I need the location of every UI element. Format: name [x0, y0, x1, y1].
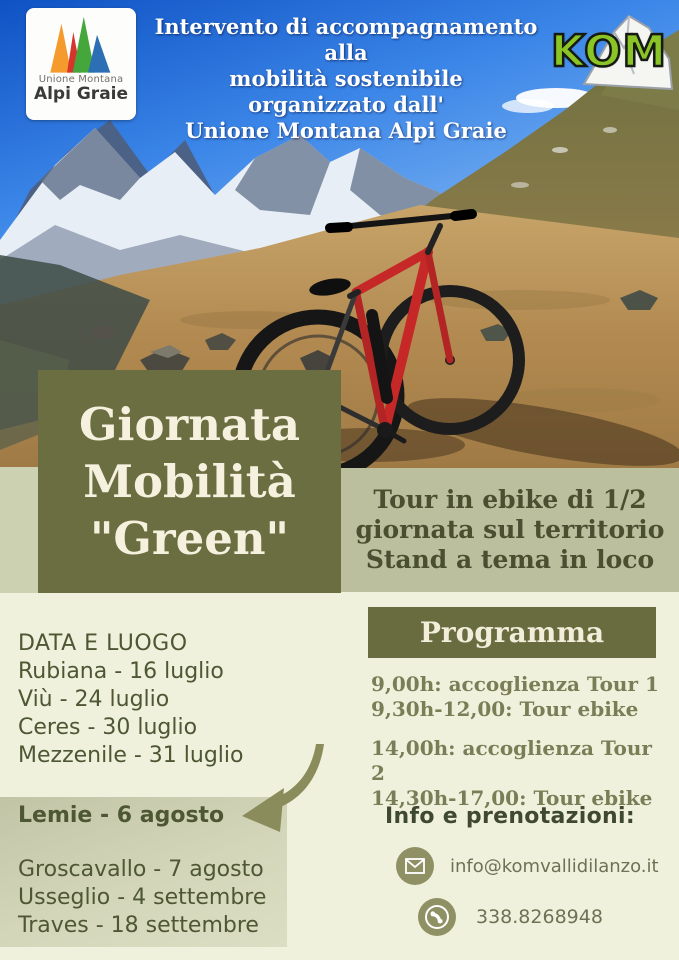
date-item: Mezzenile - 31 luglio — [18, 743, 244, 768]
program-heading: Programma — [419, 616, 605, 649]
event-title-line: Giornata — [78, 398, 301, 451]
email-icon — [396, 847, 434, 885]
kom-logo-text: KOM — [550, 26, 668, 77]
curved-arrow-icon — [238, 740, 338, 832]
date-item: Viù - 24 luglio — [18, 687, 170, 712]
program-schedule — [371, 672, 671, 811]
program-line: 9,00h: accoglienza Tour 1 — [371, 672, 659, 696]
event-subtitle-band — [341, 468, 679, 592]
date-item: Usseglio - 4 settembre — [18, 885, 267, 910]
event-subtitle-line: Tour in ebike di 1/2 — [373, 485, 647, 514]
kom-logo — [546, 12, 672, 100]
program-line: 14,00h: accoglienza Tour 2 — [371, 736, 652, 785]
contact-phone-row — [418, 898, 603, 936]
header-title — [140, 14, 552, 144]
sage-strip — [0, 467, 38, 593]
date-item: Traves - 18 settembre — [18, 913, 259, 938]
header-title-line: Unione Montana Alpi Graie — [185, 118, 507, 143]
date-item: Ceres - 30 luglio — [18, 715, 198, 740]
event-title-line: Mobilità — [83, 455, 296, 508]
header-title-line: mobilità sostenibile — [229, 66, 463, 91]
contact-heading: Info e prenotazioni: — [385, 804, 635, 829]
date-item: Rubiana - 16 luglio — [18, 659, 224, 684]
logo-text-line2: Alpi Graie — [33, 84, 129, 104]
date-item: Groscavallo - 7 agosto — [18, 857, 264, 882]
program-afternoon — [371, 736, 671, 811]
program-line: 9,30h-12,00: Tour ebike — [371, 697, 639, 721]
program-morning — [371, 672, 671, 722]
header-title-line: Intervento di accompagnamento alla — [154, 14, 538, 65]
program-heading-box — [368, 607, 656, 658]
header-title-line: organizzato dall' — [248, 92, 444, 117]
upcoming-dates — [18, 856, 287, 940]
contact-email: info@komvallidilanzo.it — [450, 855, 659, 877]
phone-icon — [418, 898, 456, 936]
event-title-line: "Green" — [89, 512, 289, 565]
event-subtitle-line: giornata sul territorio — [355, 515, 665, 544]
mountains-logo-icon — [45, 14, 117, 74]
event-title-box — [38, 370, 341, 593]
logo-text-line1: Unione Montana — [38, 74, 124, 85]
contact-email-row — [396, 847, 659, 885]
dates-heading: DATA E LUOGO — [18, 631, 188, 656]
highlighted-date-item: Lemie - 6 agosto — [18, 803, 225, 828]
event-subtitle-line: Stand a tema in loco — [365, 545, 655, 574]
unione-montana-logo — [26, 8, 136, 120]
contact-phone: 338.8268948 — [476, 906, 603, 928]
program-line: 14,30h-17,00: Tour ebike — [371, 786, 653, 810]
